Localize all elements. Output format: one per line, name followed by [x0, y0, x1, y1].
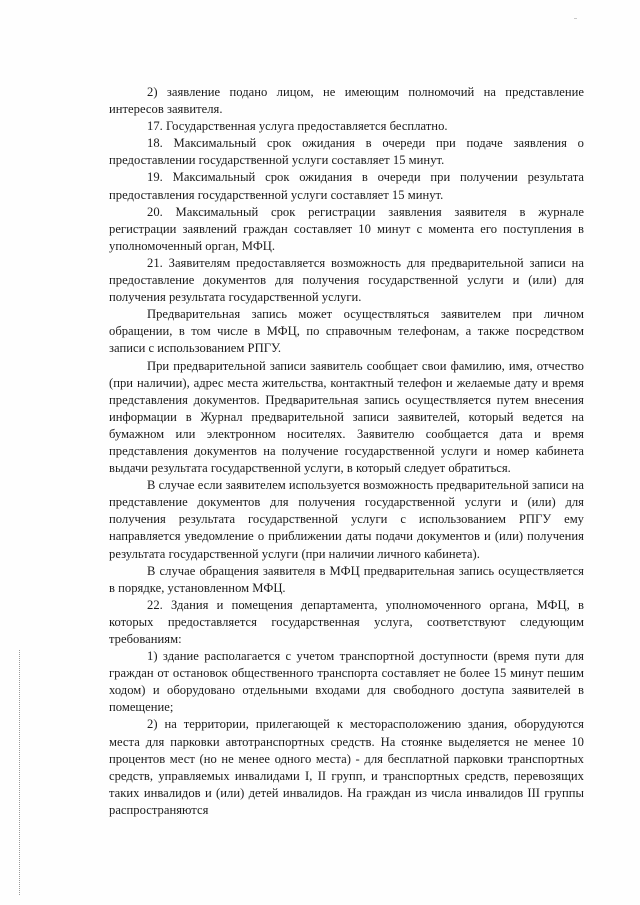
paragraph-20-registration-time: 20. Максимальный срок регистрации заявления заявителя в журнале регистрации заявлений граждан составляет 10 минут с момента его поступления в уполномоченный орган, МФЦ.	[109, 204, 584, 253]
document-body	[109, 84, 584, 819]
paragraph-21-preliminary-booking: 21. Заявителям предоставляется возможность для предварительной записи на предоставление документов для получения государственной услуги и (или) для получения результата государственной услуги.	[109, 255, 584, 305]
paragraph-2-invalid-authority: 2) заявление подано лицом, не имеющим полномочий на представление интересов заявителя.	[109, 85, 584, 117]
paragraph-requirement-1-transport: 1) здание располагается с учетом транспортной доступности (время пути для граждан от остановок общественного транспорта составляет не более 15 минут пешим ходом) и оборудовано отдельными входами для свободного доступа заявителей в помещение;	[109, 649, 584, 715]
paragraph-mfc-booking: В случае обращения заявителя в МФЦ предварительная запись осуществляется в порядке, установленном МФЦ.	[109, 563, 584, 595]
paragraph-19-queue-result: 19. Максимальный срок ожидания в очереди при получении результата предоставления государственной услуги составляет 15 минут.	[109, 170, 584, 202]
paragraph-17-free-service: 17. Государственная услуга предоставляется бесплатно.	[147, 119, 448, 134]
scan-mark	[574, 18, 577, 19]
paragraph-rpgu-notification: В случае если заявителем используется возможность предварительной записи на представление документов для получения государственной услуги и (или) для получения результата государственной услуги с использованием РПГУ ему направляется уведомление о приближении даты подачи документов и (или) получения результата государственной услуги (при наличии личного кабинета).	[109, 478, 584, 561]
paragraph-requirement-2-parking: 2) на территории, прилегающей к месторасположению здания, оборудуются места для парковки автотранспортных средств. На стоянке выделяется не менее 10 процентов мест (но не менее одного места) - для бесплатной парковки транспортных средств, управляемых инвалидами I, II групп, и транспортных средств, перевозящих таких инвалидов и (или) детей инвалидов. На граждан из числа инвалидов III группы распространяются	[109, 717, 584, 817]
paragraph-18-queue-submission: 18. Максимальный срок ожидания в очереди при подаче заявления о предоставлении государственной услуги составляет 15 минут.	[109, 136, 584, 168]
binding-margin-line	[19, 650, 20, 895]
paragraph-booking-channels: Предварительная запись может осуществляться заявителем при личном обращении, в том числе в МФЦ, по справочным телефонам, а также посредством записи с использованием РПГУ.	[109, 307, 584, 356]
paragraph-22-building-requirements: 22. Здания и помещения департамента, уполномоченного органа, МФЦ, в которых предоставляется государственная услуга, соответствуют следующим требованиям:	[109, 597, 584, 646]
paragraph-booking-details: При предварительной записи заявитель сообщает свои фамилию, имя, отчество (при наличии), адрес места жительства, контактный телефон и желаемые дату и время представления документов. Предварительная запись осуществляется путем внесения информации в Журнал предварительной записи заявителей, который ведется на бумажном или электронном носителях. Заявителю сообщается дата и время представления документов на получение государственной услуги и номер кабинета выдачи результата государственной услуги, в который следует обратиться.	[109, 358, 584, 476]
